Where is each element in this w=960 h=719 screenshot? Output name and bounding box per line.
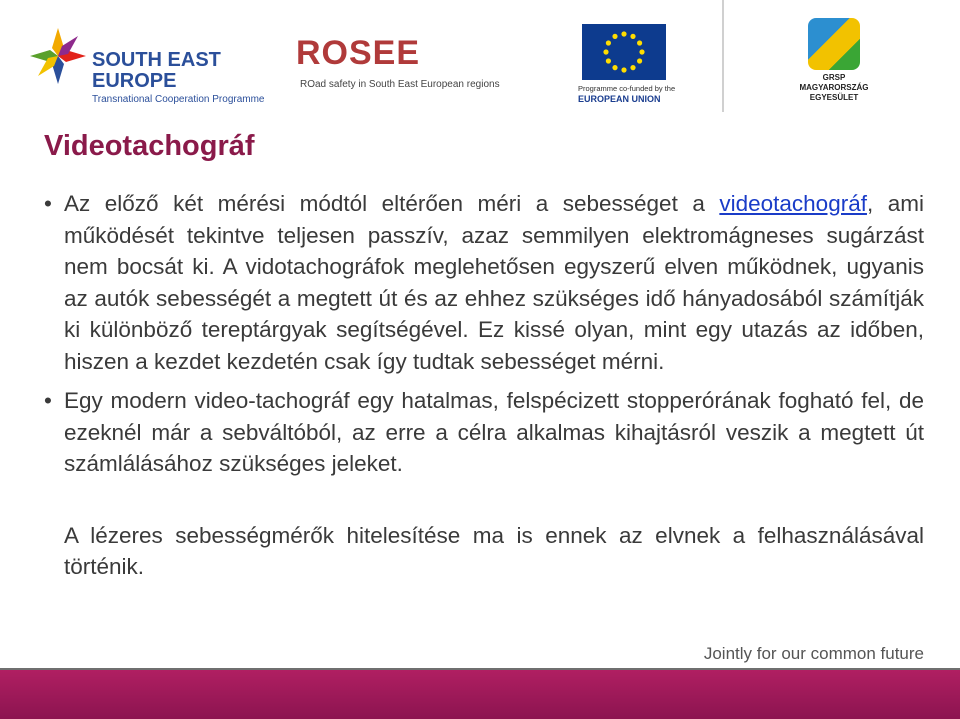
see-title: SOUTH EAST EUROPE: [92, 49, 221, 92]
eu-flag-icon: [582, 24, 666, 80]
slide-title: Videotachográf: [44, 130, 255, 162]
grsp-caption: GRSP MAGYARORSZÁG EGYESÜLET: [799, 73, 869, 102]
rosee-subtitle: ROad safety in South East European regions: [300, 79, 500, 90]
header-divider: [722, 0, 724, 112]
grsp-logo: [796, 18, 876, 102]
videotachograf-link[interactable]: videotachográf: [719, 191, 867, 216]
footer-bar: [0, 670, 960, 719]
bullet-item-1: • Az előző két mérési módtól eltérően méri a sebességet a videotachográf, ami működését tekintve teljesen passzív, azaz semmilyen elektromágneses sugárzást nem bocsát ki. A vidotachográfok meglehetősen egyszerű elven működnek, ugyanis az autók sebességét a megtett út és az ehhez szükséges idő hányadosából számítják ki különböző tereptárgyak segítségével. Ez kissé olyan, mint egy utazás az időben, hiszen a kezdet kezdetén csak így tudtak sebességet mérni.: [44, 188, 924, 377]
footer-slogan: Jointly for our common future: [703, 644, 924, 663]
grsp-badge-icon: [808, 18, 860, 70]
eu-caption: Programme co-funded by the EUROPEAN UNION: [578, 84, 676, 104]
rosee-title: ROSEE: [296, 34, 421, 72]
rosee-logo: [296, 34, 506, 94]
see-star-icon: [28, 26, 88, 86]
closing-paragraph: A lézeres sebességmérők hitelesítése ma is ennek az elvnek a felhasználásával történik.: [64, 522, 924, 579]
south-east-europe-logo: [28, 22, 265, 105]
logo-bar: [0, 0, 960, 112]
eu-logo: [578, 24, 674, 104]
see-subtitle: Transnational Cooperation Programme: [92, 94, 265, 105]
slide-content: [44, 188, 924, 583]
bullet-item-2: • Egy modern video-tachográf egy hatalmas, felspécizett stopperórának fogható fel, de ezeknél már a sebváltóból, az erre a célra alkalmas kihajtásról veszik a megtett út számlálásához szükséges jeleket.: [44, 385, 924, 480]
